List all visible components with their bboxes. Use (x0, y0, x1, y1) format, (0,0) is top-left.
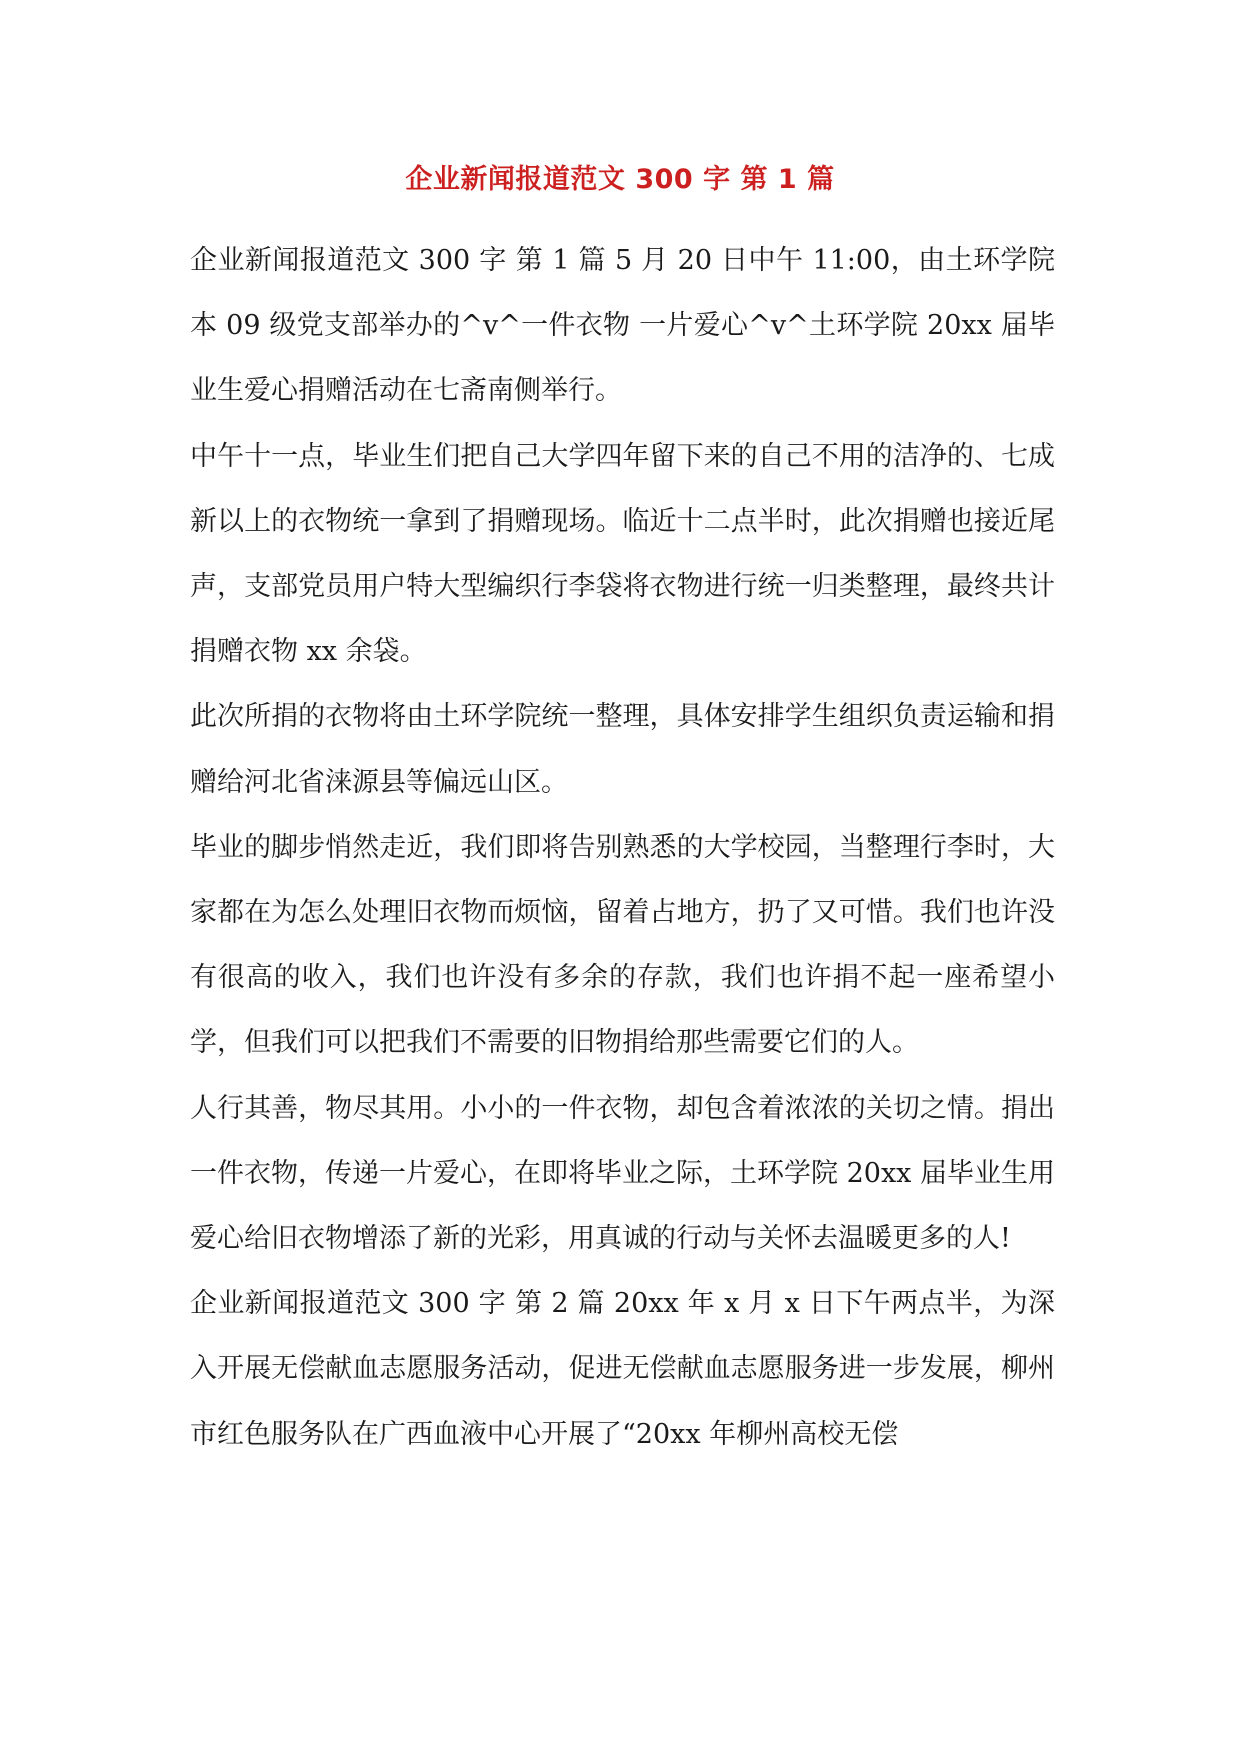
paragraph-6: 企业新闻报道范文 300 字 第 2 篇 20xx 年 x 月 x 日下午两点半，为深入开展无偿献血志愿服务活动，促进无偿献血志愿服务进一步发展，柳州市红色服务队在广西血液中心开展了“20xx 年柳州高校无偿 (190, 1288, 1055, 1450)
paragraph-5: 人行其善，物尽其用。小小的一件衣物，却包含着浓浓的关切之情。捐出一件衣物，传递一片爱心，在即将毕业之际，土环学院 20xx 届毕业生用爱心给旧衣物增添了新的光彩，用真诚的行动与关怀去温暖更多的人! (190, 1092, 1055, 1255)
paragraph-1: 企业新闻报道范文 300 字 第 1 篇 5 月 20 日中午 11:00，由土环学院本 09 级党支部举办的^v^一件衣物 一片爱心^v^土环学院 20xx 届毕业生爱心捐赠活动在七斋南侧举行。 (190, 245, 1055, 407)
paragraph-4: 毕业的脚步悄然走近，我们即将告别熟悉的大学校园，当整理行李时，大家都在为怎么处理旧衣物而烦恼，留着占地方，扔了又可惜。我们也许没有很高的收入，我们也许没有多余的存款，我们也许捐不起一座希望小学，但我们可以把我们不需要的旧物捐给那些需要它们的人。 (190, 831, 1055, 1059)
document-title: 企业新闻报道范文 300 字 第 1 篇 (405, 164, 835, 195)
paragraph-3: 此次所捐的衣物将由土环学院统一整理，具体安排学生组织负责运输和捐赠给河北省涞源县等偏远山区。 (190, 701, 1055, 798)
paragraph-2: 中午十一点，毕业生们把自己大学四年留下来的自己不用的洁净的、七成新以上的衣物统一拿到了捐赠现场。临近十二点半时，此次捐赠也接近尾声，支部党员用户特大型编织行李袋将衣物进行统一归类整理，最终共计捐赠衣物 xx 余袋。 (190, 440, 1055, 668)
document-body (190, 228, 1055, 1467)
